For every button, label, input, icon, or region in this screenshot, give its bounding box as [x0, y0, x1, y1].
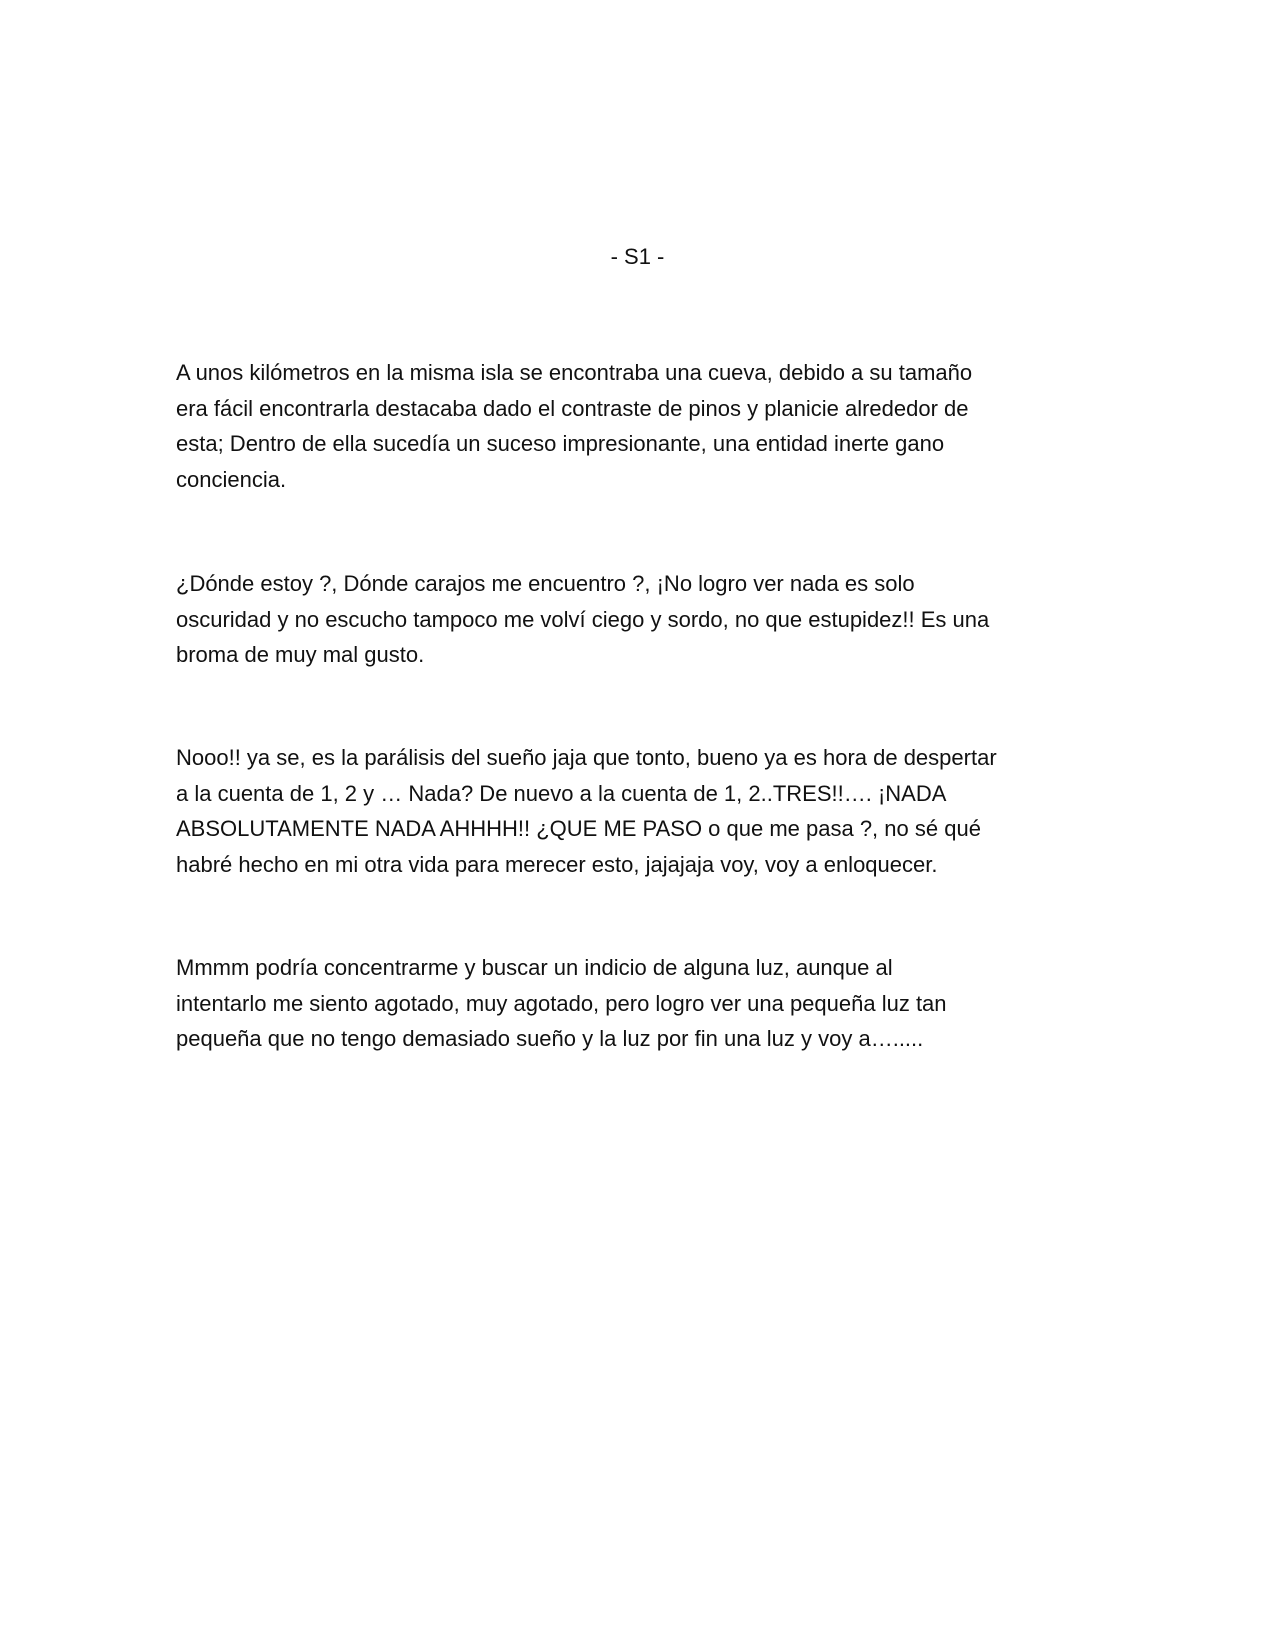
paragraph-1 [176, 355, 1106, 497]
paragraph-line: intentarlo me siento agotado, muy agotado, pero logro ver una pequeña luz tan [176, 990, 947, 1016]
paragraph-line: ABSOLUTAMENTE NADA AHHHH!! ¿QUE ME PASO o que me pasa ?, no sé qué [176, 816, 981, 841]
paragraph-line: oscuridad y no escucho tampoco me volví ciego y sordo, no que estupidez!! Es una [176, 606, 990, 632]
page-heading: - S1 - [610, 244, 665, 269]
paragraph-line: era fácil encontrarla destacaba dado el contraste de pinos y planicie alrededor de [176, 395, 969, 421]
paragraph-line: esta; Dentro de ella sucedía un suceso impresionante, una entidad inerte gano [176, 431, 945, 456]
paragraph-line: habré hecho en mi otra vida para merecer esto, jajajaja voy, voy a enloquecer. [176, 851, 938, 877]
paragraph-line: Mmmm podría concentrarme y buscar un indicio de alguna luz, aunque al [176, 955, 893, 980]
paragraph-2 [176, 566, 1106, 673]
paragraph-4 [176, 950, 1106, 1057]
paragraph-line: conciencia. [176, 466, 287, 492]
paragraph-line: ¿Dónde estoy ?, Dónde carajos me encuentro ?, ¡No logro ver nada es solo [176, 571, 915, 596]
paragraph-line: pequeña que no tengo demasiado sueño y la luz por fin una luz y voy a…..... [176, 1026, 924, 1051]
paragraph-line: a la cuenta de 1, 2 y … Nada? De nuevo a la cuenta de 1, 2..TRES!!…. ¡NADA [176, 780, 947, 806]
paragraph-3 [176, 740, 1106, 882]
paragraph-line: A unos kilómetros en la misma isla se encontraba una cueva, debido a su tamaño [176, 360, 973, 385]
paragraph-line: Nooo!! ya se, es la parálisis del sueño jaja que tonto, bueno ya es hora de despertar [176, 745, 997, 770]
paragraph-line: broma de muy mal gusto. [176, 642, 425, 667]
